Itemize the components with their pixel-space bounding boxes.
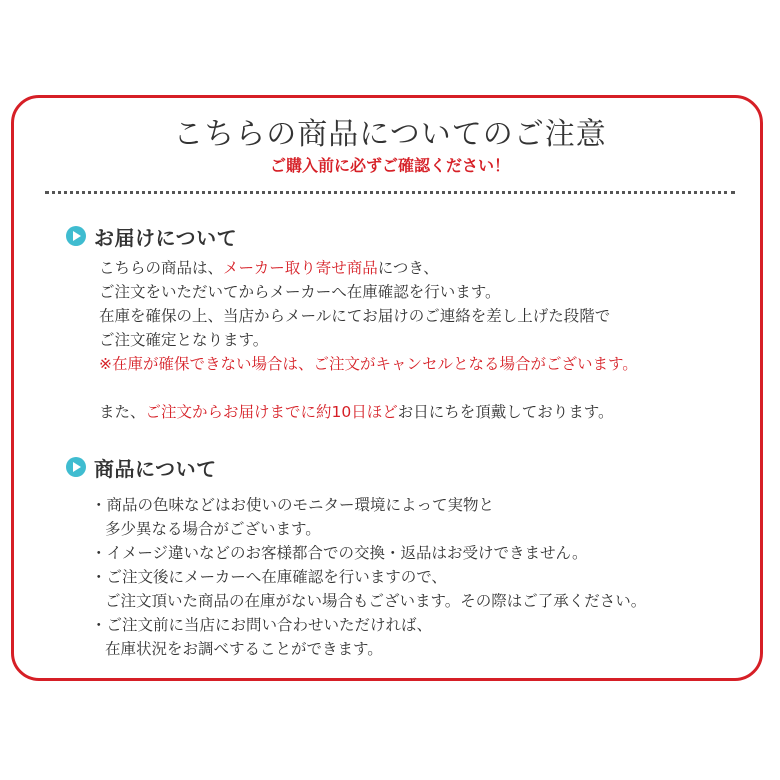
delivery-warning: ※在庫が確保できない場合は、ご注文がキャンセルとなる場合がございます。 bbox=[99, 355, 638, 373]
product-bullet-2-line-1: ・イメージ違いなどのお客様都合での交換・返品はお受けできません。 bbox=[91, 544, 588, 562]
product-bullet-1-line-1: ・商品の色味などはお使いのモニター環境によって実物と bbox=[91, 496, 495, 514]
product-bullet-1-line-2: 多少異なる場合がございます。 bbox=[105, 520, 321, 538]
delivery-spacer bbox=[99, 376, 638, 400]
delivery-line-6 bbox=[99, 400, 638, 424]
product-bullet-4-line-2: 在庫状況をお調べすることができます。 bbox=[105, 640, 383, 658]
product-bullets bbox=[91, 493, 646, 661]
product-bullet-3-line-2: ご注文頂いた商品の在庫がない場合もございます。その際はご了承ください。 bbox=[105, 592, 647, 610]
delivery-line-6-post: お日にちを頂戴しております。 bbox=[397, 403, 614, 421]
page-title: こちらの商品についてのご注意 bbox=[173, 117, 607, 152]
section-heading-product bbox=[66, 453, 217, 481]
delivery-line-2: ご注文をいただいてからメーカーへ在庫確認を行います。 bbox=[99, 283, 501, 301]
delivery-line-6-pre: また、 bbox=[99, 403, 146, 421]
delivery-line-1 bbox=[99, 256, 638, 280]
section-heading-product-text: 商品について bbox=[94, 456, 217, 481]
delivery-line-1-post: につき、 bbox=[377, 259, 439, 277]
delivery-body bbox=[99, 256, 638, 424]
section-heading-delivery bbox=[66, 222, 237, 250]
delivery-line-1-highlight: メーカー取り寄せ商品 bbox=[223, 259, 378, 277]
product-bullet-3-line-1: ・ご注文後にメーカーへ在庫確認を行いますので、 bbox=[91, 568, 447, 586]
delivery-line-6-highlight: ご注文からお届けまでに約10日ほど bbox=[145, 403, 398, 421]
page-subtitle: ご購入前に必ずご確認ください！ bbox=[269, 156, 510, 175]
delivery-line-1-pre: こちらの商品は、 bbox=[99, 259, 224, 277]
play-circle-icon bbox=[66, 226, 86, 246]
section-heading-delivery-text: お届けについて bbox=[94, 225, 238, 250]
delivery-line-3: 在庫を確保の上、当店からメールにてお届けのご連絡を差し上げた段階で bbox=[99, 307, 611, 325]
delivery-line-4: ご注文確定となります。 bbox=[99, 331, 269, 349]
product-bullet-4-line-1: ・ご注文前に当店にお問い合わせいただければ、 bbox=[91, 616, 433, 634]
play-circle-icon bbox=[66, 457, 86, 477]
dotted-divider bbox=[45, 191, 735, 194]
